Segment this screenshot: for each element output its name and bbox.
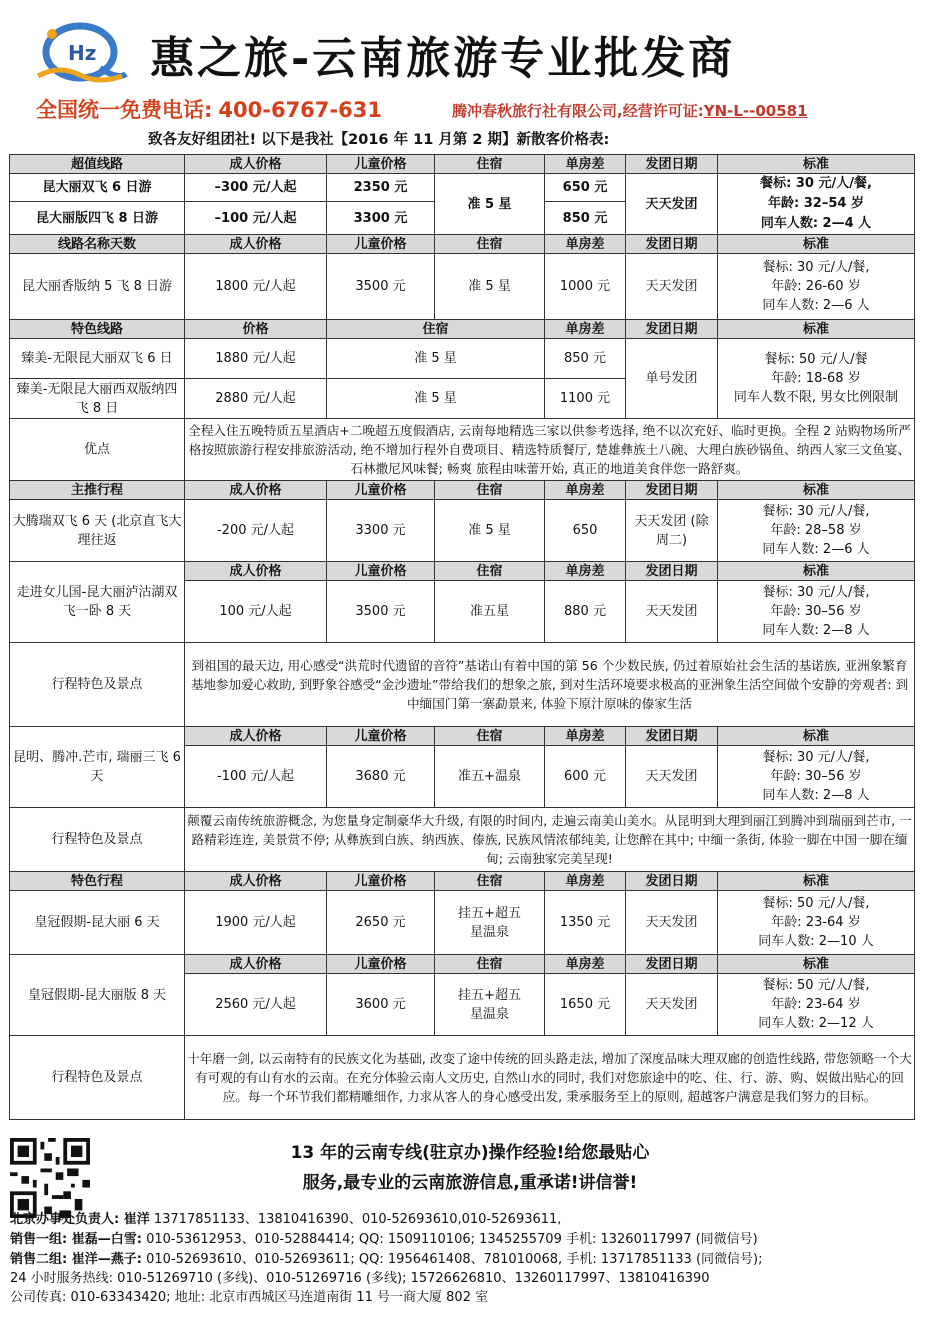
col-header: 发团日期 — [626, 481, 718, 500]
single-room: 1000 元 — [545, 254, 626, 320]
table-row — [10, 1036, 915, 1120]
col-header: 发团日期 — [626, 955, 718, 974]
slogan-line-2: 服务,最专业的云南旅游信息,重承诺!讲信誉! — [302, 1173, 638, 1193]
single-room: 1350 元 — [545, 891, 626, 955]
col-header: 儿童价格 — [327, 727, 435, 746]
feature-text: 颠覆云南传统旅游概念, 为您量身定制豪华大升级, 有限的时间内, 走遍云南美山美水。从昆明到大理到丽江到腾冲到瑞丽到芒市, 一路精彩连连, 美景赏不停; 从彝族到白族、纳西族、傣族, 民族风情浓郁纯美, 让您醉在其中; 中缅一条街, 体验一脚在中国一脚在缅甸; 云南独家完美呈现! — [185, 808, 915, 872]
col-header: 标准 — [718, 727, 915, 746]
single-room: 650 元 — [545, 174, 626, 202]
contact-fax-address: 公司传真: 010-63343420; 地址: 北京市西城区马连道南街 11 号一商大厦 802 室 — [10, 1290, 489, 1305]
adult-price: 100 元/人起 — [185, 581, 327, 643]
col-header: 单房差 — [545, 481, 626, 500]
contact-phones[interactable]: 13717851133、13810416390、010-52693610,010-52693611, — [149, 1212, 562, 1227]
depart: 天天发团 — [626, 891, 718, 955]
table-row — [10, 174, 915, 202]
stay: 挂五+超五星温泉 — [435, 974, 545, 1036]
standard-line: 同车人数: 2—8 人 — [762, 623, 870, 638]
col-header: 儿童价格 — [327, 155, 435, 174]
standard-line: 年龄: 30–56 岁 — [770, 604, 862, 619]
col-header: 成人价格 — [185, 872, 327, 891]
standard-line: 同车人数: 2—4 人 — [760, 216, 872, 231]
contact-sales-1 — [10, 1228, 758, 1247]
col-header: 住宿 — [435, 235, 545, 254]
header — [0, 0, 929, 152]
depart: 天天发团 — [626, 581, 718, 643]
standard-line: 年龄: 23-64 岁 — [771, 915, 861, 930]
stay: 挂五+超五星温泉 — [435, 891, 545, 955]
section-title: 特色行程 — [10, 872, 185, 891]
table-header-row — [10, 562, 915, 581]
standard-line: 餐标: 30 元/人/餐, — [762, 585, 870, 600]
single-room: 650 — [545, 500, 626, 562]
contact-sales-2 — [10, 1248, 762, 1267]
license-number: YN-L--00581 — [703, 102, 808, 120]
col-header: 标准 — [718, 955, 915, 974]
standard-line: 餐标: 50 元/人/餐 — [764, 352, 868, 367]
feature-label: 行程特色及景点 — [10, 808, 185, 872]
col-header: 发团日期 — [626, 562, 718, 581]
child-price: 3600 元 — [327, 974, 435, 1036]
col-header: 标准 — [718, 872, 915, 891]
adult-price: -100 元/人起 — [185, 746, 327, 808]
table-header-row — [10, 727, 915, 746]
contact-label: 销售二组: 崔洋—燕子: — [10, 1252, 142, 1267]
single-room: 1100 元 — [545, 379, 626, 419]
table-header-row — [10, 320, 915, 339]
col-header: 成人价格 — [185, 481, 327, 500]
contact-label: 销售一组: 崔磊—白雪: — [10, 1232, 142, 1247]
depart: 天天发团 — [626, 254, 718, 320]
qr-code-icon[interactable] — [10, 1138, 90, 1218]
col-header: 标准 — [718, 481, 915, 500]
footer — [0, 1134, 929, 1321]
contact-phones[interactable]: 010-52693610、010-52693611; QQ: 1956461408、781010068, 手机: 13717851133 (同微信号); — [141, 1252, 763, 1267]
col-header: 单房差 — [545, 235, 626, 254]
subtitle: 致各友好组团社! 以下是我社【2016 年 11 月第 2 期】新散客价格表: — [148, 132, 610, 148]
table-header-row — [10, 235, 915, 254]
table-header-row — [10, 955, 915, 974]
route-name: 昆大丽香版纳 5 飞 8 日游 — [10, 254, 185, 320]
col-header: 单房差 — [545, 320, 626, 339]
child-price: 3680 元 — [327, 746, 435, 808]
logo-text: Hz — [68, 41, 97, 65]
stay: 准 5 星 — [327, 339, 545, 379]
price: 2880 元/人起 — [185, 379, 327, 419]
depart: 天天发团 — [626, 174, 718, 235]
single-room: 850 元 — [545, 339, 626, 379]
standard-line: 餐标: 30 元/人/餐, — [760, 176, 872, 191]
adult-price: –100 元/人起 — [185, 202, 327, 235]
col-header: 儿童价格 — [327, 872, 435, 891]
col-header: 儿童价格 — [327, 955, 435, 974]
page-title: 惠之旅-云南旅游专业批发商 — [150, 33, 736, 84]
depart: 天天发团 (除周二) — [626, 500, 718, 562]
standard — [718, 254, 915, 320]
col-header: 发团日期 — [626, 320, 718, 339]
company-logo-icon — [30, 16, 130, 86]
section-title: 超值线路 — [10, 155, 185, 174]
col-header: 成人价格 — [185, 955, 327, 974]
col-header: 儿童价格 — [327, 235, 435, 254]
table-row — [10, 339, 915, 379]
contact-label: 北京办事处负责人: 崔洋 — [10, 1212, 150, 1227]
standard-line: 年龄: 28–58 岁 — [770, 523, 862, 538]
slogan-line-1: 13 年的云南专线(驻京办)操作经验!给您最贴心 — [290, 1143, 650, 1163]
col-header: 住宿 — [435, 727, 545, 746]
standard-line: 同车人数不限, 男女比例限制 — [733, 390, 899, 405]
col-header: 发团日期 — [626, 235, 718, 254]
feature-text: 十年磨一剑, 以云南特有的民族文化为基础, 改变了途中传统的回头路走法, 增加了深度品味大理双廊的创造性线路, 带您领略一个大有可观的有山有水的云南。在充分体验云南人文历史, 自然山水的同时, 我们对您旅途中的吃、住、行、游、购、娱做出贴心的回应。每一个环节我们都精雕细作, 力求从客人的身心感受出发, 秉承服务至上的原则, 超越客户满意是我们努力的目标。 — [185, 1036, 915, 1120]
depart: 天天发团 — [626, 974, 718, 1036]
col-header: 住宿 — [327, 320, 545, 339]
col-header: 成人价格 — [185, 727, 327, 746]
col-header: 住宿 — [435, 481, 545, 500]
col-header: 单房差 — [545, 872, 626, 891]
depart: 单号发团 — [626, 339, 718, 419]
table-header-row — [10, 872, 915, 891]
standard — [718, 500, 915, 562]
standard-line: 餐标: 50 元/人/餐, — [762, 978, 870, 993]
standard-line: 餐标: 50 元/人/餐, — [762, 896, 870, 911]
child-price: 3500 元 — [327, 581, 435, 643]
route-name: 昆大丽版四飞 8 日游 — [10, 202, 185, 235]
route-name: 皇冠假期-昆大丽版 8 天 — [10, 955, 185, 1036]
route-name: 臻美-无限昆大丽双飞 6 日 — [10, 339, 185, 379]
feature-text: 到祖国的最天边, 用心感受“洪荒时代遗留的音符”基诺山有着中国的第 56 个少数民族, 仍过着原始社会生活的基诺族, 亚洲象繁育基地参加爱心救助, 到野象谷感受“金沙遗址”带给我们的想象之旅, 到对生活环境要求极高的亚洲象生活空间做个安静的旁观者: 到中缅国门第一寨勐景来, 体验下原汁原味的傣家生活 — [185, 643, 915, 727]
company-info — [452, 100, 808, 121]
contact-phones[interactable]: 010-53612953、010-52884414; QQ: 1509110106; 1345255709 手机: 13260117997 (同微信号) — [141, 1232, 758, 1247]
standard — [718, 174, 915, 235]
adult-price: 2560 元/人起 — [185, 974, 327, 1036]
standard-line: 同车人数: 2—12 人 — [758, 1016, 874, 1031]
table-row — [10, 500, 915, 562]
standard-line: 同车人数: 2—10 人 — [758, 934, 874, 949]
hotline-label: 全国统一免费电话: — [36, 98, 213, 122]
col-header: 单房差 — [545, 955, 626, 974]
route-name: 臻美-无限昆大丽西双版纳四飞 8 日 — [10, 379, 185, 419]
standard-line: 年龄: 23-64 岁 — [771, 997, 861, 1012]
col-header: 单房差 — [545, 562, 626, 581]
route-name: 昆明、腾冲.芒市, 瑞丽三飞 6 天 — [10, 727, 185, 808]
col-header: 儿童价格 — [327, 481, 435, 500]
col-header: 标准 — [718, 562, 915, 581]
table-row — [10, 891, 915, 955]
col-header: 单房差 — [545, 727, 626, 746]
advantage-label: 优点 — [10, 419, 185, 481]
col-header: 发团日期 — [626, 872, 718, 891]
advantage-text: 全程入住五晚特质五星酒店+二晚超五度假酒店, 云南每地精选三家以供参考选择, 绝不以次充好、临时更换。全程 2 站购物场所严格按照旅游行程安排旅游活动, 绝不增加行程外自费项目、精选特质餐厅, 楚雄彝族土八碗、大理白族砂锅鱼、纳西人家三文鱼宴、石林撒尼风味餐; 畅爽 旅程由味蕾开始, 真正的地道美食伴您一路舒爽。 — [185, 419, 915, 481]
child-price: 3300 元 — [327, 202, 435, 235]
col-header: 标准 — [718, 235, 915, 254]
contact-beijing — [10, 1208, 561, 1227]
col-header: 住宿 — [435, 155, 545, 174]
standard-line: 同车人数: 2—8 人 — [762, 788, 870, 803]
stay: 准 5 星 — [435, 500, 545, 562]
table-row — [10, 643, 915, 727]
adult-price: –300 元/人起 — [185, 174, 327, 202]
standard — [718, 891, 915, 955]
col-header: 成人价格 — [185, 155, 327, 174]
feature-label: 行程特色及景点 — [10, 643, 185, 727]
table-header-row — [10, 155, 915, 174]
route-name: 大腾瑞双飞 6 天 (北京直飞大理往返 — [10, 500, 185, 562]
route-name: 昆大丽双飞 6 日游 — [10, 174, 185, 202]
col-header: 单房差 — [545, 155, 626, 174]
child-price: 2350 元 — [327, 174, 435, 202]
table-row — [10, 419, 915, 481]
child-price: 3500 元 — [327, 254, 435, 320]
price: 1880 元/人起 — [185, 339, 327, 379]
col-header: 儿童价格 — [327, 562, 435, 581]
table-row — [10, 808, 915, 872]
child-price: 2650 元 — [327, 891, 435, 955]
section-title: 特色线路 — [10, 320, 185, 339]
section-title: 线路名称天数 — [10, 235, 185, 254]
adult-price: 1800 元/人起 — [185, 254, 327, 320]
standard — [718, 974, 915, 1036]
section-title: 主推行程 — [10, 481, 185, 500]
standard-line: 年龄: 26-60 岁 — [771, 279, 861, 294]
adult-price: -200 元/人起 — [185, 500, 327, 562]
route-name: 走进女儿国-昆大丽泸沽湖双飞一卧 8 天 — [10, 562, 185, 643]
col-header: 住宿 — [435, 562, 545, 581]
depart: 天天发团 — [626, 746, 718, 808]
contact-hotline[interactable]: 24 小时服务热线: 010-51269710 (多线)、010-51269716 (多线); 15726626810、13260117997、13810416390 — [10, 1271, 710, 1286]
single-room: 880 元 — [545, 581, 626, 643]
single-room: 850 元 — [545, 202, 626, 235]
standard-line: 年龄: 32–54 岁 — [768, 196, 864, 211]
standard-line: 年龄: 30–56 岁 — [770, 769, 862, 784]
col-header: 成人价格 — [185, 562, 327, 581]
standard-line: 餐标: 30 元/人/餐, — [762, 260, 870, 275]
stay: 准 5 星 — [435, 254, 545, 320]
stay: 准 5 星 — [327, 379, 545, 419]
single-room: 1650 元 — [545, 974, 626, 1036]
col-header: 价格 — [185, 320, 327, 339]
adult-price: 1900 元/人起 — [185, 891, 327, 955]
col-header: 成人价格 — [185, 235, 327, 254]
stay: 准 5 星 — [435, 174, 545, 235]
standard — [718, 581, 915, 643]
standard-line: 年龄: 18-68 岁 — [771, 371, 861, 386]
hotline-number[interactable]: 400-6767-631 — [218, 98, 382, 122]
standard — [718, 746, 915, 808]
standard-line: 同车人数: 2—6 人 — [762, 542, 870, 557]
standard-line: 餐标: 30 元/人/餐, — [762, 750, 870, 765]
standard-line: 同车人数: 2—6 人 — [762, 298, 870, 313]
route-name: 皇冠假期-昆大丽 6 天 — [10, 891, 185, 955]
single-room: 600 元 — [545, 746, 626, 808]
col-header: 住宿 — [435, 872, 545, 891]
price-table — [9, 154, 915, 1120]
feature-label: 行程特色及景点 — [10, 1036, 185, 1120]
hotline — [36, 94, 382, 124]
company-name: 腾冲春秋旅行社有限公司,经营许可证: — [452, 102, 704, 120]
col-header: 发团日期 — [626, 727, 718, 746]
col-header: 标准 — [718, 155, 915, 174]
standard-line: 餐标: 30 元/人/餐, — [762, 504, 870, 519]
child-price: 3300 元 — [327, 500, 435, 562]
col-header: 住宿 — [435, 955, 545, 974]
table-row — [10, 254, 915, 320]
standard — [718, 339, 915, 419]
col-header: 发团日期 — [626, 155, 718, 174]
stay: 准五+温泉 — [435, 746, 545, 808]
table-header-row — [10, 481, 915, 500]
stay: 准五星 — [435, 581, 545, 643]
col-header: 标准 — [718, 320, 915, 339]
